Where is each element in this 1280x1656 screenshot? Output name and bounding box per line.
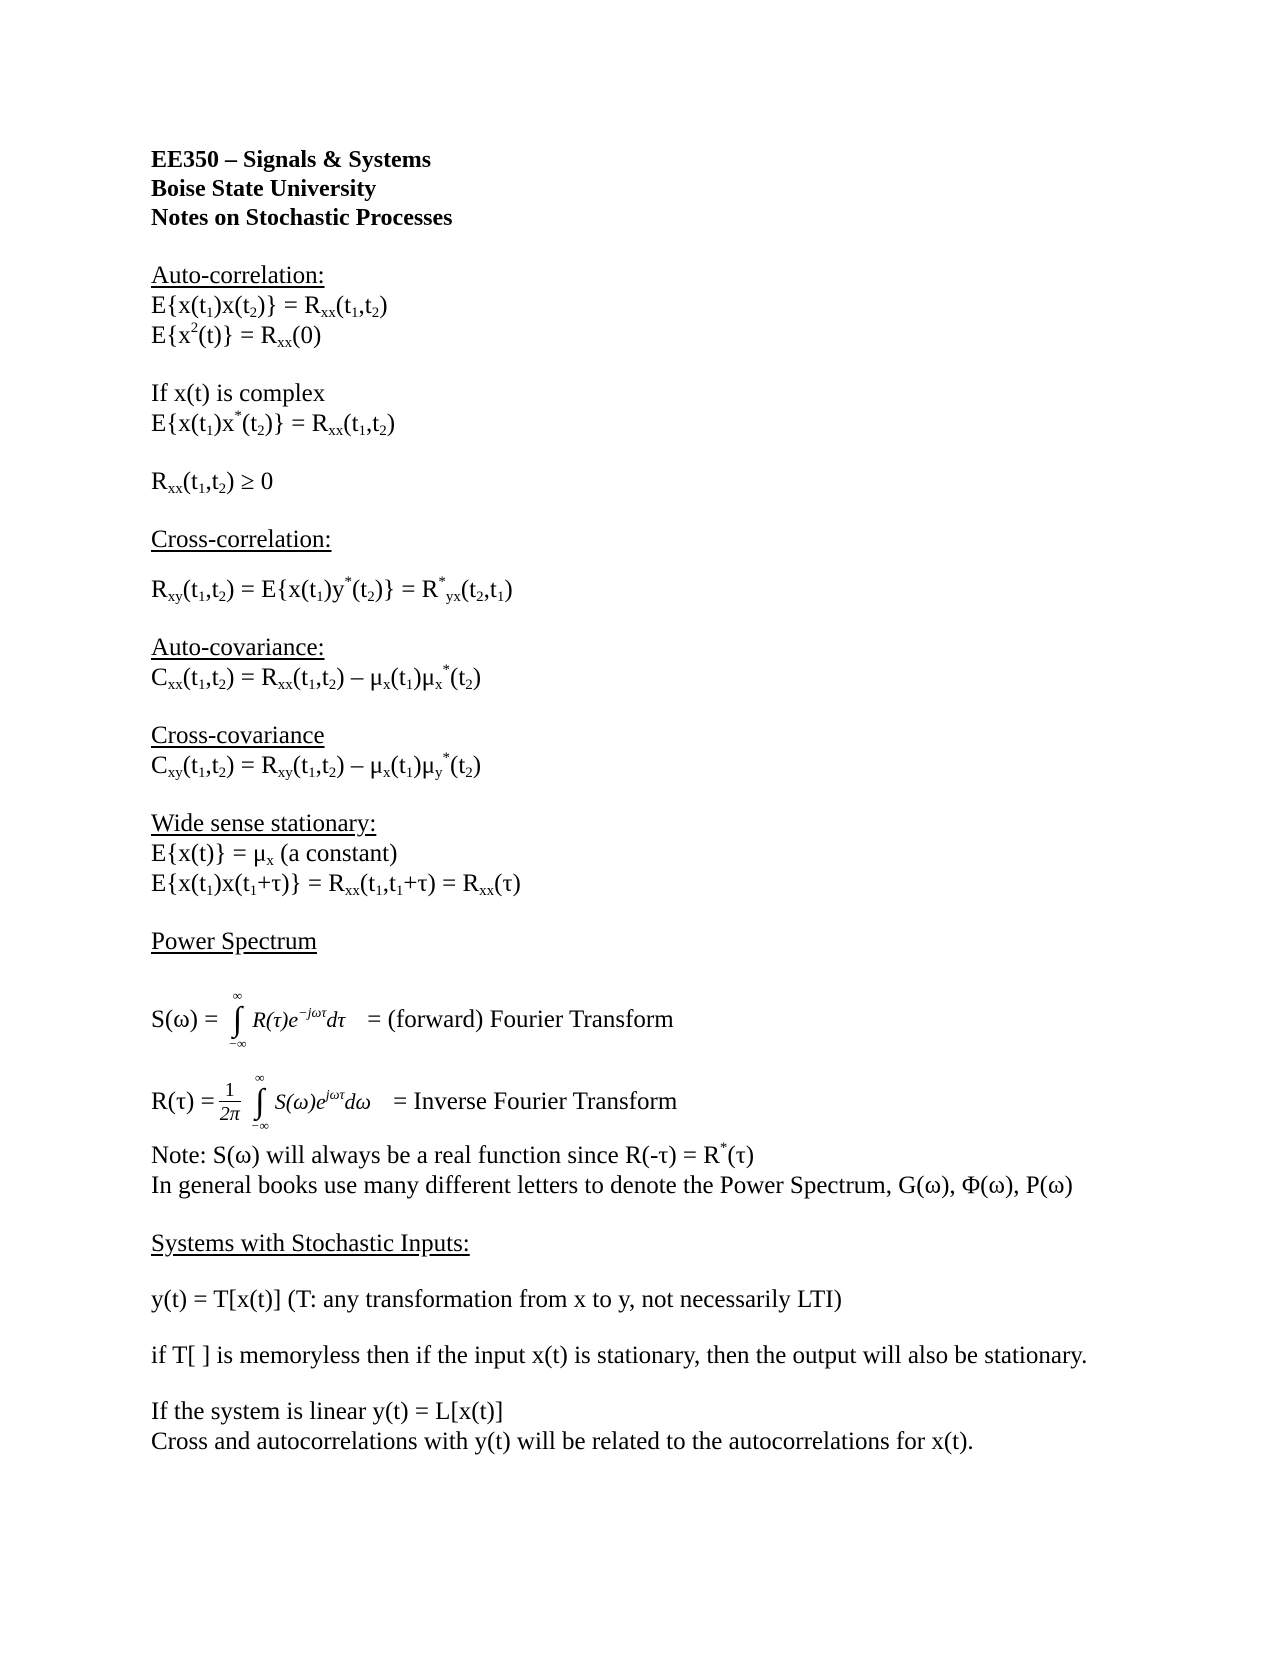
- autocorrelation-complex-eq: $E\{x(t_1)x^*(t_2)\} = R_{xx}(t_1,t_2)$: [151, 408, 396, 439]
- note-text: Note: S(ω) will always be a real function since R(-τ) = R: [151, 1142, 720, 1169]
- autocorrelation-heading: Auto-correlation:: [151, 262, 325, 289]
- nonneg-text: ≥ 0: [240, 468, 274, 495]
- crosscovariance-heading: Cross-covariance: [151, 722, 325, 749]
- forward-lhs: S(ω) =: [151, 1006, 219, 1033]
- forward-integrand: $R(\tau)e^{-j\omega\tau}d\tau$: [252, 1006, 346, 1032]
- books-note: In general books use many different letters to denote the Power Spectrum, G(ω), Φ(ω), P(ω): [151, 1172, 1073, 1199]
- university-name: Boise State University: [151, 176, 377, 202]
- systems-heading: Systems with Stochastic Inputs:: [151, 1230, 470, 1257]
- autocorrelation-eq-1: $E\{x(t_1)x(t_2)\} = R_{xx}(t_1,t_2)$: [151, 292, 388, 321]
- crosscovariance-eq: $C_{xy}(t_1,t_2) = R_{xy}(t_1,t_2) - \mu_x(t_1)\mu_y^*(t_2)$: [151, 750, 482, 781]
- crosscorrelation-heading: Cross-correlation:: [151, 526, 332, 553]
- forward-fourier-eq: [151, 981, 1231, 1059]
- inverse-fourier-eq: [151, 1063, 1231, 1141]
- note-text-end: (τ): [727, 1142, 755, 1169]
- integral-sign-forward: ∞ ∫ −∞: [228, 988, 247, 1051]
- integral-sign-inverse: ∞ ∫ −∞: [250, 1070, 269, 1133]
- autocorrelation-nonneg: $R_{xx}(t_1,t_2) \ge 0$: [151, 468, 274, 497]
- linear-system-note: If the system is linear y(t) = L[x(t)]: [151, 1398, 504, 1425]
- autocovariance-heading: Auto-covariance:: [151, 634, 325, 661]
- power-spectrum-heading: Power Spectrum: [151, 928, 317, 955]
- wss-autocorr-eq: $E\{x(t_1)x(t_1+\tau)\} = R_{xx}(t_1,t_1+\tau) = R_{xx}(\tau)$: [151, 870, 521, 899]
- complex-intro: If x(t) is complex: [151, 380, 326, 407]
- crosscorrelation-eq: $R_{xy}(t_1,t_2) = E\{x(t_1)y^*(t_2)\} = R^*_{yx}(t_2,t_1)$: [151, 574, 513, 605]
- memoryless-note: if T[ ] is memoryless then if the input x(t) is stationary, then the output will also be stationary.: [151, 1342, 1088, 1369]
- wss-mean-note: (a constant): [280, 840, 398, 867]
- wss-mean-eq: $E\{x(t)\} = \mu_x$ (a constant): [151, 840, 398, 869]
- document-topic: Notes on Stochastic Processes: [151, 205, 453, 231]
- autocovariance-eq: $C_{xx}(t_1,t_2) = R_{xx}(t_1,t_2) - \mu_x(t_1)\mu_x^*(t_2)$: [151, 662, 482, 693]
- course-title: EE350 – Signals & Systems: [151, 147, 432, 173]
- transform-eq: y(t) = T[x(t)] (T: any transformation from x to y, not necessarily LTI): [151, 1286, 842, 1313]
- fraction-one-over-2pi: $\frac{1}{2\pi}$: [219, 1078, 240, 1125]
- real-function-note: Note: S(ω) will always be a real function since R(-τ) = R*(τ): [151, 1140, 755, 1169]
- forward-label: = (forward) Fourier Transform: [367, 1006, 674, 1033]
- autocorrelation-eq-2: $E\{x^2(t)\} = R_{xx}(0)$: [151, 320, 322, 351]
- inverse-lhs: R(τ) =: [151, 1088, 215, 1115]
- document-body: [151, 146, 1231, 1457]
- wss-heading: Wide sense stationary:: [151, 810, 377, 837]
- inverse-integrand: $S(\omega)e^{j\omega\tau}d\omega$: [274, 1088, 372, 1114]
- inverse-label: = Inverse Fourier Transform: [393, 1088, 678, 1115]
- cross-auto-note: Cross and autocorrelations with y(t) will be related to the autocorrelations for x(t).: [151, 1428, 974, 1455]
